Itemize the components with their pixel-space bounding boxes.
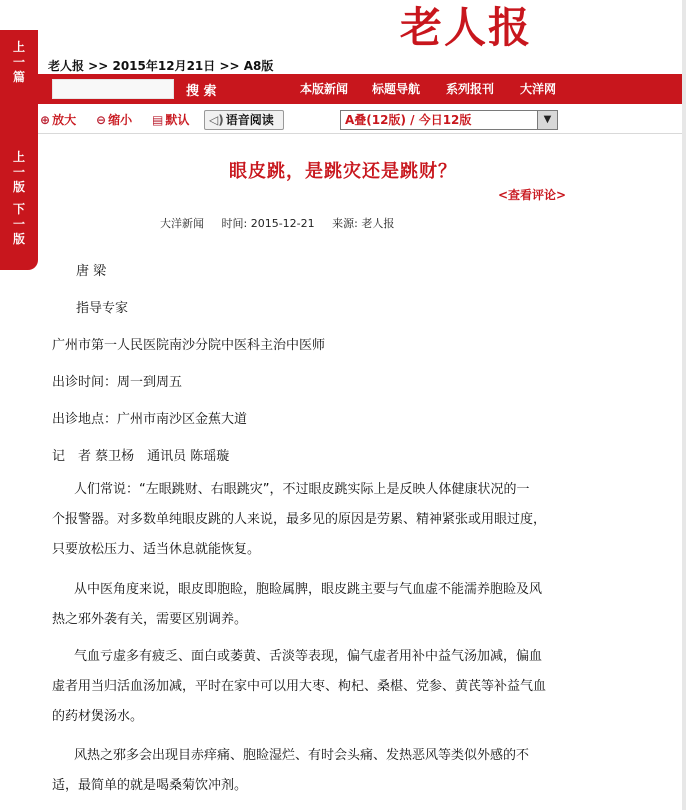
paragraph-line: 从中医角度来说，眼皮即胞睑，胞睑属脾，眼皮跳主要与气血虚不能濡养胞睑及风 bbox=[74, 582, 543, 597]
prev-page-char: 上 bbox=[12, 150, 25, 164]
paragraph-line: 只要放松压力、适当休息就能恢复。 bbox=[52, 542, 261, 557]
paragraph bbox=[52, 575, 572, 635]
nav-link-dayoo[interactable]: 大洋网 bbox=[520, 82, 557, 96]
page-right-edge bbox=[682, 0, 686, 810]
expert-title: 广州市第一人民医院南沙分院中医科主治中医师 bbox=[52, 338, 326, 353]
clinic-location: 出诊地点：广州市南沙区金蕉大道 bbox=[52, 412, 248, 427]
page-select-value: A叠(12版) / 今日12版 bbox=[345, 113, 472, 127]
reporters: 记 者 蔡卫杨 通讯员 陈瑶璇 bbox=[52, 449, 230, 464]
default-size-button[interactable] bbox=[152, 111, 189, 128]
paragraph bbox=[52, 741, 572, 801]
author-name: 唐 梁 bbox=[76, 264, 107, 279]
meta-time: 时间: 2015-12-21 bbox=[221, 217, 315, 230]
paragraph-line: 虚者用当归活血汤加减，平时在家中可以用大枣、枸杞、桑椹、党参、黄芪等补益气血 bbox=[52, 679, 547, 694]
zoom-out-button[interactable] bbox=[96, 111, 132, 128]
paragraph-line: 热之邪外袭有关，需要区别调养。 bbox=[52, 612, 248, 627]
next-page-char: 版 bbox=[12, 232, 25, 246]
meta-source-site: 大洋新闻 bbox=[160, 217, 204, 230]
search-input[interactable] bbox=[52, 79, 174, 99]
article-meta bbox=[160, 215, 408, 231]
search-button[interactable]: 搜 索 bbox=[186, 84, 217, 99]
expert-label: 指导专家 bbox=[76, 301, 129, 316]
article-title: 眼皮跳，是跳灾还是跳财？ bbox=[229, 161, 457, 182]
meta-source: 来源: 老人报 bbox=[332, 217, 395, 230]
prev-article-char: 一 bbox=[12, 55, 25, 69]
nav-link-current-page-news[interactable]: 本版新闻 bbox=[300, 82, 349, 96]
speaker-icon: ◁) bbox=[209, 113, 224, 127]
document-icon: ▤ bbox=[152, 113, 164, 127]
prev-page-char: 一 bbox=[12, 165, 25, 179]
next-page-char: 一 bbox=[12, 217, 25, 231]
paragraph bbox=[52, 642, 572, 732]
clinic-time: 出诊时间：周一到周五 bbox=[52, 375, 183, 390]
zoom-in-button[interactable] bbox=[40, 111, 76, 128]
voice-read-button[interactable] bbox=[204, 110, 284, 130]
paragraph-line: 气血亏虚多有疲乏、面白或萎黄、舌淡等表现，偏气虚者用补中益气汤加减，偏血 bbox=[74, 649, 543, 664]
prev-article-char: 篇 bbox=[12, 70, 25, 84]
paragraph-line: 的药材煲汤水。 bbox=[52, 709, 144, 724]
paragraph bbox=[52, 475, 572, 565]
next-page-link[interactable] bbox=[0, 202, 38, 247]
zoom-out-label: 缩小 bbox=[108, 113, 133, 127]
nav-link-series[interactable]: 系列报刊 bbox=[446, 82, 495, 96]
prev-page-char: 版 bbox=[12, 180, 25, 194]
reading-toolbar bbox=[38, 108, 682, 134]
paragraph-line: 个报警器。对多数单纯眼皮跳的人来说，最多见的原因是劳累、精神紧张或用眼过度， bbox=[52, 512, 547, 527]
paragraph-line: 风热之邪多会出现目赤痒痛、胞睑湿烂、有时会头痛、发热恶风等类似外感的不 bbox=[74, 748, 530, 763]
prev-article-link[interactable] bbox=[0, 40, 38, 85]
default-size-label: 默认 bbox=[165, 113, 190, 127]
page-select[interactable] bbox=[340, 110, 558, 130]
paragraph-line: 人们常说：“左眼跳财、右眼跳灾”，不过眼皮跳实际上是反映人体健康状况的一 bbox=[74, 482, 530, 497]
next-page-char: 下 bbox=[12, 202, 25, 216]
newspaper-logo[interactable]: 老人报 bbox=[400, 3, 533, 52]
paragraph-line: 适，最简单的就是喝桑菊饮冲剂。 bbox=[52, 778, 248, 793]
prev-article-char: 上 bbox=[12, 40, 25, 54]
zoom-in-label: 放大 bbox=[52, 113, 77, 127]
magnifier-plus-icon: ⊕ bbox=[40, 113, 51, 127]
view-comments-link[interactable]: <查看评论> bbox=[498, 188, 567, 202]
magnifier-minus-icon: ⊖ bbox=[96, 113, 107, 127]
side-nav bbox=[0, 30, 38, 270]
voice-read-label: 语音阅读 bbox=[225, 113, 274, 127]
nav-link-title-nav[interactable]: 标题导航 bbox=[372, 82, 421, 96]
breadcrumb: 老人报 >> 2015年12月21日 >> A8版 bbox=[48, 59, 274, 73]
top-nav-bar bbox=[38, 74, 682, 104]
dropdown-arrow-icon[interactable]: ▼ bbox=[537, 111, 557, 129]
